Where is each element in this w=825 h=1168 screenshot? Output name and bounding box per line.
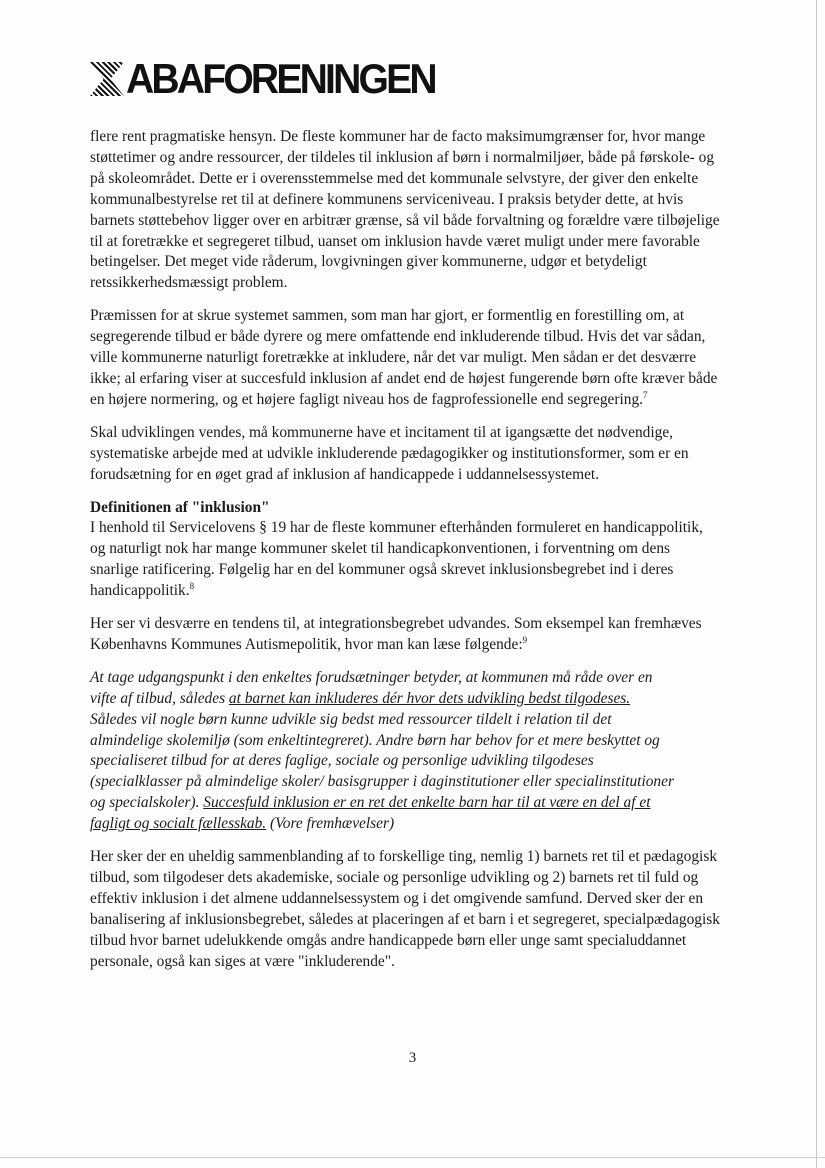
paragraph-3: Skal udviklingen vendes, må kommunerne have et incitament til at igangsætte det nødvendige, systematiske arbejde med at udvikle inkluderende pædagogikker og institutionsformer, som er en forudsætning for en øget grad af inklusion af handicappede i uddannelsessystemet. <box>90 423 689 483</box>
paragraph-1: flere rent pragmatiske hensyn. De fleste kommuner har de facto maksimumgrænser for, hvor mange støttetimer og andre ressourcer, der tildeles til inklusion af børn i normalmiljøer, både på førskole- og på skoleområdet. Dette er i overensstemmelse med det kommunale selvstyre, der giver den enkelte kommunalbestyrelse ret til at definere kommunens serviceniveau. I praksis betyder dette, at hvis barnets støttebehov ligger over en arbitrær grænse, så vil både forvaltning og forældre være tilbøjelige til at foretrække et segregeret tilbud, uanset om inklusion havde været muligt under mere favorable betingelser. Det meget vide råderum, lovgivningen giver kommunerne, udgør et betydeligt retssikkerhedsmæssigt problem. <box>90 128 720 292</box>
paragraph-6: Her sker der en uheldig sammenblanding af to forskellige ting, nemlig 1) barnets ret til et pædagogisk tilbud, som tilgodeser dets akademiske, sociale og personlige udvikling og 2) barnets ret til fuld og effektiv inklusion i det almene uddannelsessystem og i det omgivende samfund. Derved sker der en banalisering af inklusionsbegrebet, således at placeringen af et barn i et segregeret, specialpædagogisk tilbud hvor barnet udelukkende omgås andre handicappede børn eller unge samt specialuddannet personale, også kan siges at være "inkluderende". <box>90 848 720 970</box>
page-edge-bottom <box>0 1157 825 1158</box>
block-quote: At tage udgangspunkt i den enkeltes forudsætninger betyder, at kommunen må råde over en vifte af tilbud, således at barnet kan inkluderes dér hvor dets udvikling bedst tilgodeses. Således vil nogle børn kunne udvikle sig bedst med ressourcer tildelt i relation til det almindelige skolemiljø (som enkeltintegreret). Andre børn har behov for et mere beskyttet og specialiseret tilbud for at deres faglige, sociale og personlige udvikling tilgodeses (specialklasser på almindelige skoler/ basisgrupper i daginstitutioner eller specialinstitutioner og specialskoler). Succesfuld inklusion er en ret det enkelte barn har til at være en del af et fagligt og socialt fællesskab. (Vore fremhævelser) <box>90 668 674 833</box>
page-number: 3 <box>408 1050 417 1066</box>
footnote-ref-9: 9 <box>522 634 528 645</box>
body-text <box>90 127 722 985</box>
page-edge-right <box>816 0 817 1168</box>
quote-emphasis-2: Succesfuld inklusion er en ret det enkelte barn har til at være en del af et fagligt og socialt fællesskab. <box>90 794 651 833</box>
footnote-ref-8: 8 <box>189 581 195 591</box>
logo-mark-icon <box>90 62 124 96</box>
footnote-ref-7: 7 <box>643 389 648 400</box>
paragraph-4: I henhold til Servicelovens § 19 har de fleste kommuner efterhånden formuleret en handicappolitik, og naturligt nok har mange kommuner skelet til handicapkonventionen, i forventning om dens snarlige ratificering. Følgelig har en del kommuner også skrevet inklusionsbegrebet ind i deres handicappolitik.$^8$ <box>90 519 703 600</box>
logo-text: ABAFORENINGEN <box>126 55 435 102</box>
paragraph-2: Præmissen for at skrue systemet sammen, som man har gjort, er formentlig en forestilling om, at segregerende tilbud er både dyrere og mere omfattende end inkluderende tilbud. Hvis det var sådan, ville kommunerne naturligt foretrække at inkludere, når det var muligt. Men sådan er det desværre ikke; al erfaring viser at succesfuld inklusion af andet end de højest fungerende børn ofte kræver både en højere normering, og et højere fagligt niveau hos de fagprofessionelle end segregering.$^7$ <box>90 307 718 408</box>
aba-logo <box>90 55 460 102</box>
quote-emphasis-1: at barnet kan inkluderes dér hvor dets udvikling bedst tilgodeses. <box>228 689 631 707</box>
paragraph-5: Her ser vi desværre en tendens til, at integrationsbegrebet udvandes. Som eksempel kan fremhæves Københavns Kommunes Autismepolitik, hvor man kan læse følgende:$^9$ <box>90 615 702 653</box>
section-heading: Definitionen af "inklusion" <box>90 498 270 516</box>
